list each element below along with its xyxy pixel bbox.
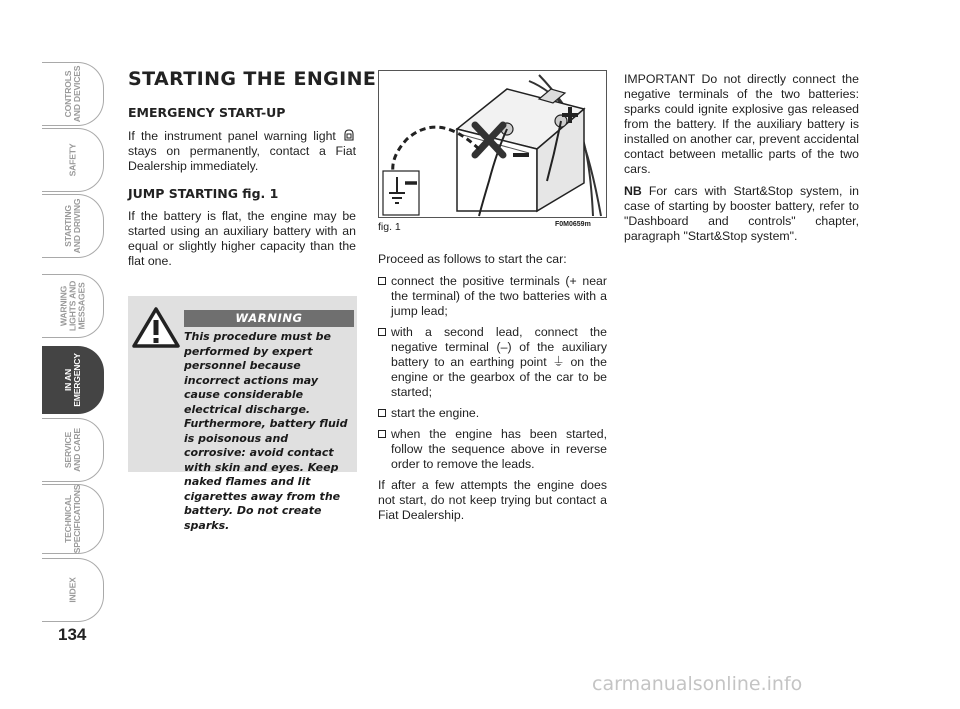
checkbox-bullet-icon bbox=[378, 328, 386, 336]
watermark: carmanualsonline.info bbox=[592, 673, 803, 695]
tab-label: INDEX bbox=[67, 577, 77, 603]
tab-index[interactable] bbox=[42, 558, 104, 622]
tab-warning-lights[interactable] bbox=[42, 274, 104, 338]
nb-label: NB bbox=[624, 184, 642, 198]
tab-label: WARNING LIGHTS AND MESSAGES bbox=[58, 280, 86, 332]
tab-label: TECHNICAL SPECIFICATIONS bbox=[62, 484, 82, 554]
checkbox-bullet-icon bbox=[378, 409, 386, 417]
tab-technical-specifications[interactable] bbox=[42, 484, 104, 554]
tab-controls-and-devices[interactable] bbox=[42, 62, 104, 126]
warning-paragraph: This procedure must be performed by expert personnel because incorrect actions may cause considerable electrical discharge. Furthermore, battery fluid is poisonous and corrosive: avoid contact with skin and eyes. Keep naked flames and lit cigarettes away from the battery. Do not create sparks. bbox=[184, 330, 348, 532]
checkbox-bullet-icon bbox=[378, 277, 386, 285]
tab-label: SERVICE AND CARE bbox=[62, 428, 82, 472]
tab-in-an-emergency[interactable] bbox=[42, 346, 104, 414]
procedure-intro: Proceed as follows to start the car: bbox=[378, 252, 567, 266]
procedure-step bbox=[378, 325, 607, 400]
tab-starting-and-driving[interactable] bbox=[42, 194, 104, 258]
emergency-text-2: stays on permanently, contact a Fiat Dealership immediately. bbox=[128, 144, 356, 173]
emergency-text-1: If the instrument panel warning light bbox=[128, 129, 336, 143]
tab-label: STARTING AND DRIVING bbox=[62, 198, 82, 254]
column-middle bbox=[378, 252, 607, 523]
tab-label: CONTROLS AND DEVICES bbox=[62, 65, 82, 123]
column-left bbox=[128, 105, 356, 269]
warning-text bbox=[131, 330, 353, 533]
immobilizer-warning-light-icon bbox=[342, 128, 356, 142]
tab-safety[interactable] bbox=[42, 128, 104, 192]
battery-jump-illustration bbox=[379, 71, 606, 217]
figure-caption: fig. 1 bbox=[378, 221, 401, 233]
tab-service-and-care[interactable] bbox=[42, 418, 104, 482]
page-number: 134 bbox=[58, 625, 87, 644]
jump-paragraph: If the battery is flat, the engine may be started using an auxiliary battery with an equal or slightly higher capacity than the flat one. bbox=[128, 209, 356, 268]
checkbox-bullet-icon bbox=[378, 430, 386, 438]
step-text: connect the positive terminals (+ near the terminal) of the two batteries with a jump lead; bbox=[391, 274, 607, 318]
important-paragraph: IMPORTANT Do not directly connect the negative terminals of the two batteries: sparks could ignite explosive gas released from the battery. If the auxiliary battery is installed on another car, prevent accidental contact between metallic parts of the two cars. bbox=[624, 72, 859, 176]
nb-text: For cars with Start&Stop system, in case of starting by booster battery, refer to "Dashboard and controls" chapter, paragraph "Start&Stop system". bbox=[624, 184, 859, 243]
procedure-step bbox=[378, 274, 607, 319]
procedure-step bbox=[378, 406, 607, 421]
heading-jump-starting: JUMP STARTING fig. 1 bbox=[128, 186, 279, 201]
warning-label: WARNING bbox=[184, 310, 354, 327]
step-text: when the engine has been started, follow the sequence above in reverse order to remove the leads. bbox=[391, 427, 607, 471]
step-text: start the engine. bbox=[391, 406, 480, 420]
emergency-paragraph bbox=[128, 128, 356, 174]
figure-code: F0M0659m bbox=[555, 221, 591, 228]
procedure-outro: If after a few attempts the engine does not start, do not keep trying but contact a Fiat Dealership. bbox=[378, 478, 607, 522]
nb-paragraph bbox=[624, 184, 859, 244]
page-title: STARTING THE ENGINE bbox=[128, 68, 377, 90]
column-right bbox=[624, 72, 859, 244]
tab-label: IN AN EMERGENCY bbox=[62, 353, 82, 407]
heading-emergency-start-up: EMERGENCY START-UP bbox=[128, 105, 286, 120]
figure-jump-start bbox=[378, 70, 607, 218]
tab-label: SAFETY bbox=[67, 143, 77, 177]
step-text: with a second lead, connect the negative terminal (–) of the auxiliary battery to an earthing point ⏚ on the engine or the gearbox of the car to be started; bbox=[391, 325, 607, 399]
procedure-step bbox=[378, 427, 607, 472]
